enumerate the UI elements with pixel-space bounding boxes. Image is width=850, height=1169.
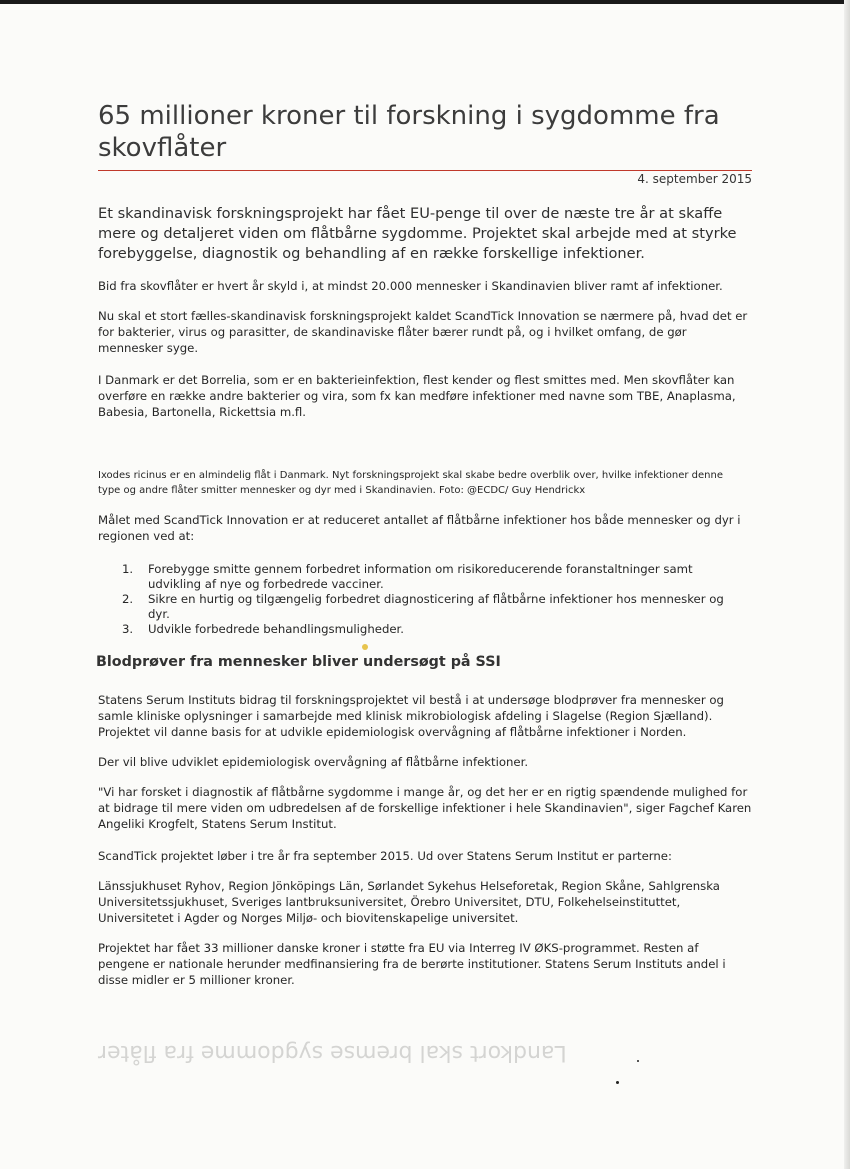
goal-text: Sikre en hurtig og tilgængelig forbedret diagnosticering af flåtbårne infektioner hos mennesker og dyr. (148, 592, 724, 621)
paragraph-partners: Länssjukhuset Ryhov, Region Jönköpings Län, Sørlandet Sykehus Helseforetak, Region Skåne, Sahlgrenska Universitetssjukhuset, Sveriges lantbruksuniversitet, Örebro Universitet, DTU, Folkehelseinstituttet, Universitetet i Agder og Norges Miljø- och biovitenskapelige universitet. (98, 879, 720, 925)
goal-item (98, 592, 738, 622)
paragraph-tick-bites: Bid fra skovflåter er hvert år skyld i, at mindst 20.000 mennesker i Skandinavien bliver ramt af infektioner. (98, 279, 723, 293)
goal-number: 2. (122, 592, 134, 606)
paragraph-borrelia: I Danmark er det Borrelia, som er en bakterieinfektion, flest kender og flest smittes med. Men skovflåter kan overføre en række andre bakterier og vira, som fx kan medføre infektioner med navne som TBE, Anaplasma, Babesia, Bartonella, Rickettsia m.fl. (98, 373, 736, 419)
article-title: 65 millioner kroner til forskning i sygdomme fra skovflåter (98, 101, 720, 163)
paragraph-ssi-contribution: Statens Serum Instituts bidrag til forskningsprojektet vil bestå i at undersøge blodprøver fra mennesker og samle kliniske oplysninger i samarbejde med klinisk mikrobiologisk afdeling i Slagelse (Region Sjælland). Projektet vil danne basis for at udvikle epidemiologisk overvågning af flåtbårne infektioner i Norden. (98, 693, 724, 739)
section-heading-ssi: Blodprøver fra mennesker bliver undersøgt på SSI (96, 654, 501, 670)
scan-speck (616, 1081, 619, 1084)
bleed-through-text: Landkort skal bremse sygdomme fra flåter (98, 1040, 567, 1065)
photo-caption: Ixodes ricinus er en almindelig flåt i Danmark. Nyt forskningsprojekt skal skabe bedre overblik over, hvilke infektioner denne type og andre flåter smitter mennesker og dyr med i Skandinavien. Foto: @ECDC/ Guy Hendrickx (98, 470, 723, 496)
goal-number: 3. (122, 622, 134, 636)
goal-text: Forebygge smitte gennem forbedret information om risikoreducerende foranstaltninger samt udvikling af nye og forbedrede vacciner. (148, 562, 693, 591)
quote-krogfelt: "Vi har forsket i diagnostik af flåtbårne sygdomme i mange år, og det her er en rigtig spændende mulighed for at bidrage til mere viden om udbredelsen af de forskellige infektioner i hele Skandinavien", siger Fagchef Karen Angeliki Krogfelt, Statens Serum Institut. (98, 785, 752, 831)
scan-speck (637, 1060, 639, 1062)
paragraph-goal-intro: Målet med ScandTick Innovation er at reduceret antallet af flåtbårne infektioner hos både mennesker og dyr i regionen ved at: (98, 513, 741, 543)
paragraph-funding: Projektet har fået 33 millioner danske kroner i støtte fra EU via Interreg IV ØKS-programmet. Resten af pengene er nationale herunder medfinansiering fra de berørte institutioner. Statens Serum Instituts andel i disse midler er 5 millioner kroner. (98, 941, 726, 987)
goal-item (98, 562, 738, 592)
paragraph-project-period: ScandTick projektet løber i tre år fra september 2015. Ud over Statens Serum Institut er parterne: (98, 849, 672, 863)
scan-speck (362, 644, 368, 650)
paragraph-scandtick-intro: Nu skal et stort fælles-skandinavisk forskningsprojekt kaldet ScandTick Innovation se nærmere på, hvad det er for bakterier, virus og parasitter, de skandinaviske flåter bærer rundt på, og i hvilket omfang, de gør mennesker syge. (98, 309, 748, 355)
goals-list (98, 562, 738, 637)
goal-text: Udvikle forbedrede behandlingsmuligheder. (148, 622, 404, 636)
publish-date: 4. september 2015 (637, 172, 752, 186)
title-divider (98, 170, 752, 171)
scan-top-edge (0, 0, 850, 4)
paragraph-surveillance: Der vil blive udviklet epidemiologisk overvågning af flåtbårne infektioner. (98, 755, 529, 769)
article-lead: Et skandinavisk forskningsprojekt har fået EU-penge til over de næste tre år at skaffe mere og detaljeret viden om flåtbårne sygdomme. Projektet skal arbejde med at styrke forebyggelse, diagnostik og behandling af en række forskellige infektioner. (98, 205, 737, 262)
goal-number: 1. (122, 562, 134, 576)
goal-item (98, 622, 738, 637)
scan-right-edge (844, 0, 850, 1169)
